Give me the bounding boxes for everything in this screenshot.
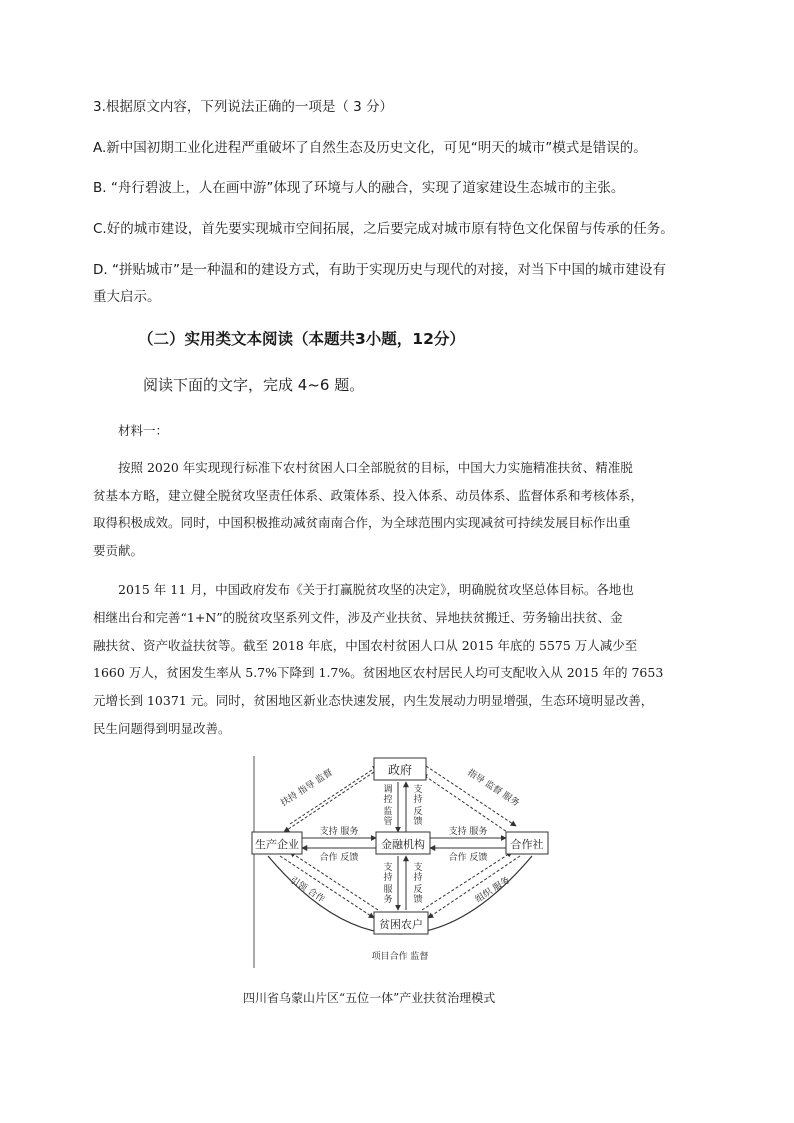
label-fin-farm-char: 服 — [383, 885, 393, 895]
paragraph-2-line: 元增长到 10371 元。同时，贫困地区新业态快速发展，内生发展动力明显增强，生态环境明显改善， — [93, 693, 654, 708]
paragraph-1-line: 要贡献。 — [93, 543, 144, 558]
paragraph-2-line: 融扶贫、资产收益扶贫等。截至 2018 年底，中国农村贫困人口从 2015 年底的 5575 万人减少至 — [93, 638, 638, 653]
paragraph-2-line: 2015 年 11 月，中国政府发布《关于打赢脱贫攻坚的决定》，明确脱贫攻坚总体目标。各地也 — [118, 582, 634, 597]
label-farm-fin-char: 反 — [413, 885, 423, 895]
label-gov-fin-char: 监 — [383, 807, 393, 817]
label-coop-farm: 组织 服务 — [473, 875, 512, 906]
label-farm-fin-char: 馈 — [413, 895, 423, 905]
label-fin-gov-char: 馈 — [413, 817, 423, 827]
option-c: C.好的城市建设，首先要实现城市空间拓展，之后要完成对城市原有特色文化保留与传承的任务。 — [93, 221, 674, 237]
label-ent-coop-bottom: 项目合作 监督 — [371, 952, 429, 962]
label-gov-fin-char: 控 — [383, 795, 393, 805]
node-government: 政府 — [387, 763, 413, 777]
arrow-coop-to-gov — [422, 774, 510, 834]
label-ent-fin-bottom: 合作 反馈 — [319, 853, 359, 863]
question-stem: 3.根据原文内容，下列说法正确的一项是（ 3 分） — [93, 99, 394, 115]
label-fin-gov-char: 反 — [413, 807, 423, 817]
node-finance: 金融机构 — [381, 838, 425, 851]
paragraph-1-line: 取得积极成效。同时，中国积极推动减贫南南合作，为全球范围内实现减贫可持续发展目标作出重 — [93, 515, 631, 530]
node-farmers: 贫困农户 — [379, 918, 423, 931]
option-d-line2: 重大启示。 — [93, 289, 161, 305]
label-gov-to-coop: 指导 监督 服务 — [465, 767, 521, 809]
section-heading: （二）实用类文本阅读（本题共3小题，12分） — [138, 330, 465, 348]
paragraph-2-line: 1660 万人，贫困发生率从 5.7%下降到 1.7%。贫困地区农村居民人均可支配收入从 2015 年的 7653 — [93, 665, 664, 680]
paragraph-2-line: 相继出台和完善“1+N”的脱贫攻坚系列文件，涉及产业扶贫、异地扶贫搬迁、劳务输出扶贫、金 — [93, 610, 623, 625]
label-fin-coop-top: 支持 服务 — [448, 827, 488, 837]
label-fin-farm-char: 持 — [383, 873, 393, 883]
node-enterprise: 生产企业 — [255, 838, 299, 851]
poverty-alleviation-diagram — [250, 752, 550, 972]
label-ent-fin-top: 支持 服务 — [319, 827, 359, 837]
label-gov-to-enterprise: 扶持 指导 监督 — [279, 767, 335, 809]
paragraph-1-line: 贫基本方略，建立健全脱贫攻坚责任体系、政策体系、投入体系、动员体系、监督体系和考核体系， — [93, 488, 644, 503]
label-fin-coop-bottom: 合作 反馈 — [448, 853, 488, 863]
material-label: 材料一： — [118, 423, 169, 438]
reading-instruction: 阅读下面的文字，完成 4~6 题。 — [143, 376, 365, 394]
label-fin-farm-char: 支 — [383, 863, 393, 873]
option-a: A.新中国初期工业化进程严重破坏了自然生态及历史文化，可见“明天的城市”模式是错误的。 — [93, 140, 647, 156]
paragraph-1-line: 按照 2020 年实现现行标准下农村贫困人口全部脱贫的目标，中国大力实施精准扶贫、精准脱 — [118, 460, 633, 475]
label-farm-fin-char: 支 — [413, 863, 423, 873]
label-ent-farm: 引领 合作 — [288, 875, 327, 906]
node-cooperative: 合作社 — [510, 838, 544, 851]
label-fin-gov-char: 持 — [413, 795, 423, 805]
diagram-caption: 四川省乌蒙山片区“五位一体”产业扶贫治理模式 — [243, 991, 496, 1005]
paragraph-2-line: 民生问题得到明显改善。 — [93, 721, 231, 736]
label-fin-farm-char: 务 — [383, 895, 393, 905]
label-farm-fin-char: 持 — [413, 873, 423, 883]
arrow-gov-to-enterprise — [284, 772, 374, 832]
label-gov-fin-char: 管 — [383, 817, 393, 827]
label-gov-fin-char: 调 — [383, 785, 393, 795]
option-b: B. “舟行碧波上，人在画中游”体现了环境与人的融合，实现了道家建设生态城市的主张。 — [93, 180, 625, 196]
label-fin-gov-char: 支 — [413, 785, 423, 795]
option-d-line1: D. “拼贴城市”是一种温和的建设方式，有助于实现历史与现代的对接，对当下中国的城市建设有 — [93, 262, 666, 278]
